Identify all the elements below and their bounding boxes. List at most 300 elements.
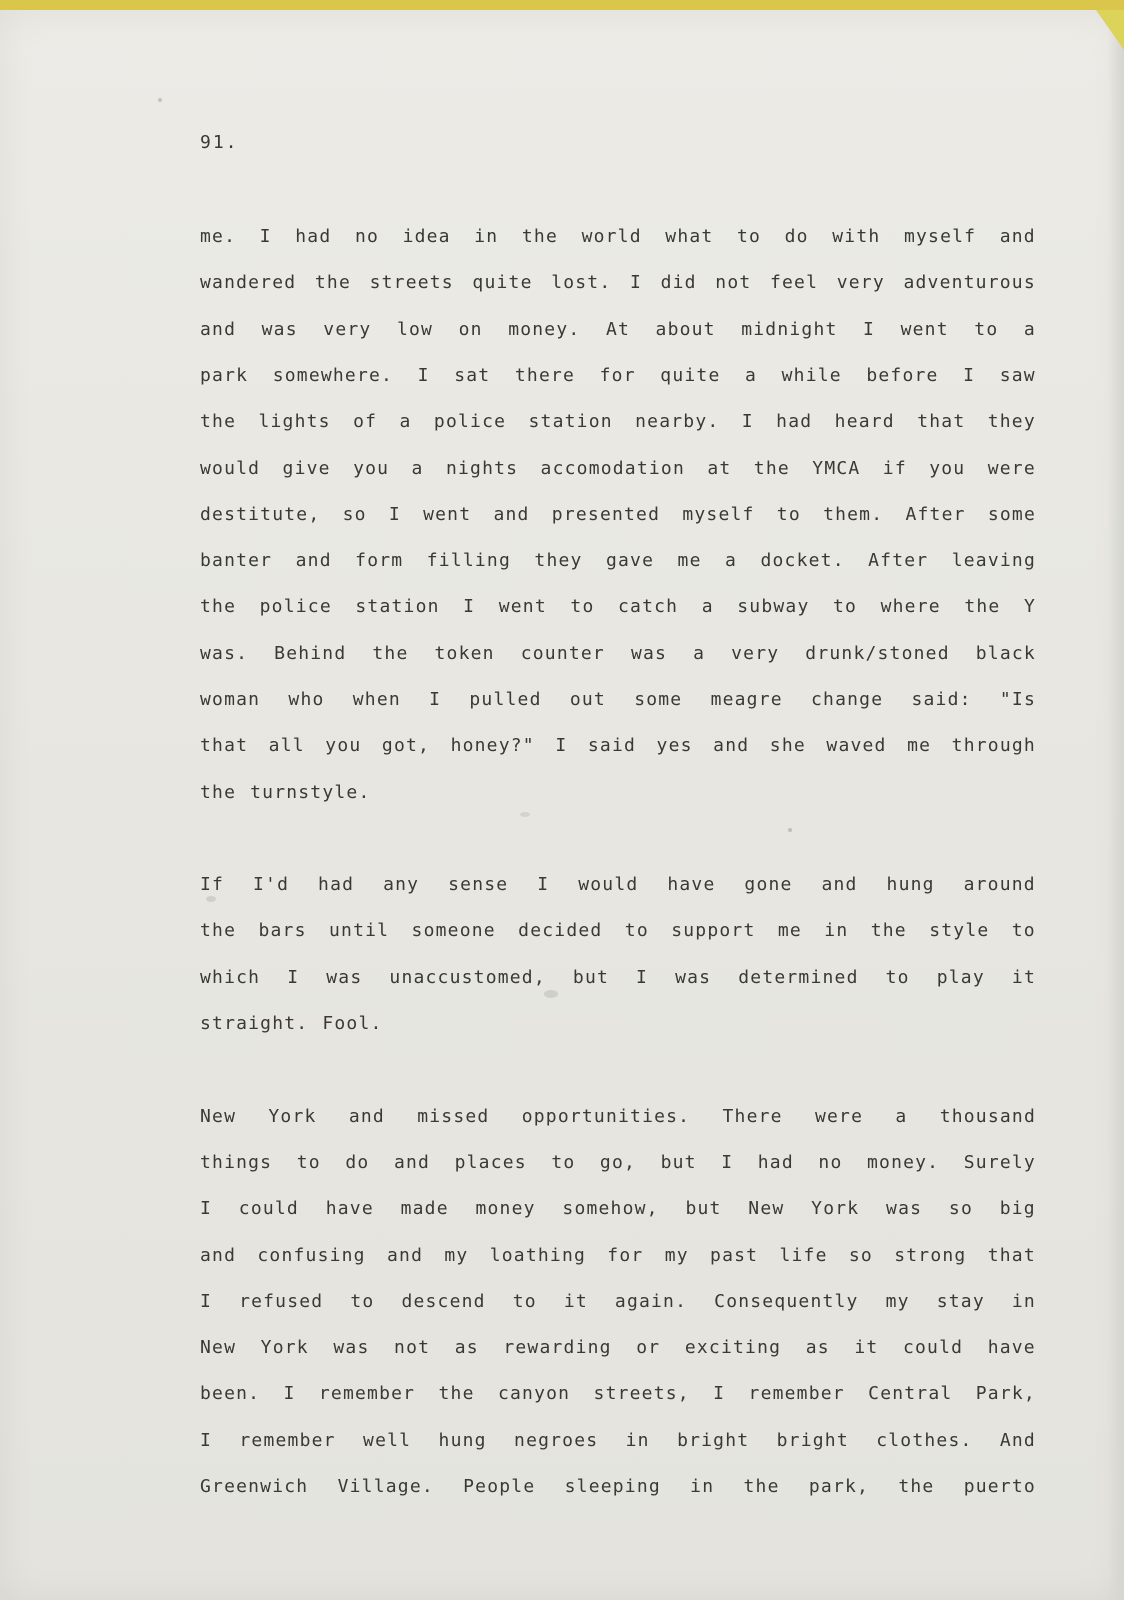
word: loathing: [489, 1244, 587, 1266]
word: so: [948, 1197, 973, 1219]
word: give: [282, 457, 331, 479]
word: have: [325, 1197, 374, 1219]
word: to: [974, 318, 999, 340]
word: which: [200, 966, 261, 988]
word: streets: [369, 271, 454, 293]
word: have: [667, 873, 716, 895]
word: Consequently: [714, 1290, 859, 1312]
word: they: [534, 549, 583, 571]
word: I: [713, 1382, 726, 1404]
word: bright: [677, 1429, 750, 1451]
word: I'd: [253, 873, 290, 895]
word: lights: [258, 410, 331, 432]
word: me: [907, 734, 932, 756]
word: made: [400, 1197, 449, 1219]
word: could: [902, 1336, 964, 1358]
text-line: [200, 1149, 1036, 1175]
word: I: [200, 1197, 213, 1219]
word: but: [572, 966, 610, 988]
word: my: [664, 1244, 689, 1266]
word: things: [200, 1151, 273, 1173]
word: waved: [826, 734, 887, 756]
word: hung: [886, 873, 935, 895]
word: I: [429, 688, 442, 710]
word: a: [411, 457, 424, 479]
word: I: [200, 1290, 213, 1312]
word: they: [987, 410, 1036, 432]
word: After: [868, 549, 929, 571]
word: YMCA: [812, 457, 861, 479]
word: around: [963, 873, 1036, 895]
word: but: [685, 1197, 722, 1219]
text-line: [200, 408, 1036, 434]
word: past: [710, 1244, 759, 1266]
text-line: [200, 1010, 1036, 1036]
word: streets,: [593, 1382, 690, 1404]
word: out: [569, 688, 606, 710]
text-line: [200, 964, 1036, 990]
word: midnight: [741, 318, 838, 340]
word: a: [399, 410, 412, 432]
word: if: [882, 457, 907, 479]
word: I: [259, 225, 272, 247]
word: that: [200, 734, 249, 756]
text-line: [200, 732, 1036, 758]
word: I: [963, 364, 976, 386]
word: Surely: [963, 1151, 1036, 1173]
word: no: [818, 1151, 843, 1173]
word: through: [951, 734, 1036, 756]
word: presented: [551, 503, 661, 525]
word: opportunities.: [521, 1105, 691, 1127]
word: somehow,: [562, 1197, 659, 1219]
word: I: [463, 595, 476, 617]
word: when: [352, 688, 401, 710]
word: so: [342, 503, 367, 525]
word: I: [388, 503, 401, 525]
word: and: [200, 318, 237, 340]
word: so: [848, 1244, 873, 1266]
word: subway: [737, 595, 810, 617]
word: I: [287, 966, 300, 988]
paper-speck: [206, 896, 216, 902]
document-page: [0, 10, 1124, 1600]
word: with: [832, 225, 881, 247]
word: quite: [472, 271, 533, 293]
word: I: [555, 734, 568, 756]
word: in: [824, 919, 849, 941]
word: had: [295, 225, 332, 247]
word: me.: [200, 225, 237, 247]
word: myself: [682, 503, 755, 525]
word: who: [288, 688, 325, 710]
word: not: [715, 271, 752, 293]
word: change: [811, 688, 884, 710]
word: myself: [903, 225, 977, 247]
word: life: [779, 1244, 828, 1266]
word: quite: [660, 364, 721, 386]
word: rewarding: [503, 1336, 612, 1358]
word: and: [713, 734, 750, 756]
word: said:: [911, 688, 972, 710]
word: wandered: [200, 271, 297, 293]
word: meagre: [710, 688, 783, 710]
word: stay: [936, 1290, 985, 1312]
word: police: [259, 595, 332, 617]
word: leaving: [951, 549, 1036, 571]
text-line: [200, 501, 1036, 527]
word: remember: [239, 1429, 336, 1451]
word: low: [396, 318, 434, 340]
word: sense: [448, 873, 509, 895]
word: Fool.: [322, 1012, 383, 1034]
word: to: [624, 919, 649, 941]
page-number: 91.: [200, 132, 239, 153]
word: feel: [769, 271, 819, 293]
word: she: [769, 734, 806, 756]
text-line: [200, 223, 1036, 249]
text-line: [200, 1288, 1036, 1314]
paper-speck: [158, 98, 162, 102]
word: I: [200, 1429, 213, 1451]
word: a: [693, 642, 706, 664]
word: some: [987, 503, 1036, 525]
text-line: [200, 871, 1036, 897]
word: straight.: [200, 1012, 309, 1034]
word: while: [781, 364, 842, 386]
word: and: [393, 1151, 431, 1173]
word: clothes.: [876, 1429, 973, 1451]
word: token: [434, 642, 495, 664]
word: yes: [656, 734, 693, 756]
word: drunk/stoned: [805, 642, 950, 664]
word: you: [353, 457, 390, 479]
word: the: [898, 1475, 935, 1497]
word: had: [757, 1151, 794, 1173]
word: had: [318, 873, 355, 895]
word: style: [929, 919, 990, 941]
text-line: [200, 1103, 1036, 1129]
word: to: [776, 503, 801, 525]
word: I: [863, 318, 876, 340]
word: the: [964, 595, 1001, 617]
word: and: [348, 1105, 385, 1127]
word: it: [563, 1290, 588, 1312]
text-line: [200, 686, 1036, 712]
word: a: [895, 1105, 908, 1127]
word: the: [314, 271, 351, 293]
word: determined: [738, 966, 859, 988]
word: gone: [744, 873, 793, 895]
word: the: [372, 642, 409, 664]
word: as: [805, 1336, 830, 1358]
word: Park,: [975, 1382, 1036, 1404]
word: money.: [508, 318, 581, 340]
word: money: [475, 1197, 536, 1219]
word: about: [655, 318, 716, 340]
word: no: [354, 225, 380, 247]
word: bright: [776, 1429, 849, 1451]
text-line: [200, 362, 1036, 388]
page-edge-shadow: [1108, 10, 1124, 1600]
text-line: [200, 917, 1036, 943]
word: "Is: [999, 688, 1036, 710]
word: to: [1011, 919, 1036, 941]
word: police: [433, 410, 507, 432]
word: support: [671, 919, 756, 941]
word: I: [283, 1382, 296, 1404]
word: station: [355, 595, 440, 617]
word: well: [363, 1429, 412, 1451]
word: all: [268, 734, 305, 756]
word: docket.: [760, 549, 845, 571]
word: very: [323, 318, 372, 340]
word: missed: [417, 1105, 490, 1127]
word: unaccustomed,: [389, 966, 546, 988]
word: would: [578, 873, 639, 895]
word: went: [900, 318, 949, 340]
word: and: [295, 549, 332, 571]
text-line: [200, 593, 1036, 619]
word: go,: [599, 1151, 637, 1173]
word: hung: [438, 1429, 487, 1451]
word: catch: [618, 595, 679, 617]
word: I: [721, 1151, 734, 1173]
word: not: [394, 1336, 431, 1358]
word: New: [200, 1105, 237, 1127]
word: remember: [748, 1382, 845, 1404]
text-line: [200, 547, 1036, 573]
word: banter: [200, 549, 273, 571]
word: At: [605, 318, 631, 340]
word: to: [885, 966, 910, 988]
text-line: [200, 1195, 1036, 1221]
word: do: [345, 1151, 370, 1173]
word: I: [537, 873, 550, 895]
word: could: [238, 1197, 299, 1219]
word: was: [886, 1197, 923, 1219]
word: said: [587, 734, 637, 756]
word: sleeping: [564, 1475, 661, 1497]
word: heard: [834, 410, 895, 432]
word: form: [355, 549, 404, 571]
text-line: [200, 269, 1036, 295]
word: again.: [614, 1290, 688, 1312]
word: in: [1011, 1290, 1036, 1312]
word: Behind: [274, 642, 347, 664]
word: there: [514, 364, 576, 386]
word: very: [731, 642, 780, 664]
word: confusing: [257, 1244, 366, 1266]
word: and: [999, 225, 1036, 247]
word: and: [387, 1244, 424, 1266]
word: York: [260, 1336, 309, 1358]
word: a: [1023, 318, 1036, 340]
word: someone: [411, 919, 496, 941]
word: gave: [605, 549, 655, 571]
word: do: [784, 225, 809, 247]
word: idea: [402, 225, 451, 247]
word: been.: [200, 1382, 261, 1404]
word: that: [987, 1244, 1036, 1266]
word: the: [200, 781, 237, 803]
word: big: [999, 1197, 1036, 1219]
word: had: [776, 410, 813, 432]
word: I: [741, 410, 754, 432]
word: to: [737, 225, 762, 247]
word: as: [454, 1336, 479, 1358]
word: and: [821, 873, 858, 895]
text-line: [200, 1242, 1036, 1268]
word: remember: [318, 1382, 416, 1404]
word: got,: [381, 734, 431, 756]
word: any: [383, 873, 420, 895]
word: but: [660, 1151, 697, 1173]
word: until: [329, 919, 390, 941]
word: where: [880, 595, 941, 617]
word: to: [570, 595, 595, 617]
word: nearby.: [635, 410, 720, 432]
word: descend: [401, 1290, 486, 1312]
word: puerto: [963, 1475, 1036, 1497]
word: a: [725, 549, 738, 571]
word: was: [333, 1336, 370, 1358]
word: and: [200, 1244, 237, 1266]
word: went: [423, 503, 472, 525]
word: for: [607, 1244, 644, 1266]
word: sat: [454, 364, 491, 386]
word: New: [748, 1197, 785, 1219]
word: before: [866, 364, 939, 386]
word: the: [743, 1475, 780, 1497]
word: to: [296, 1151, 321, 1173]
word: my: [444, 1244, 469, 1266]
word: the: [753, 457, 790, 479]
word: it: [854, 1336, 879, 1358]
word: I: [629, 271, 642, 293]
word: world: [581, 225, 642, 247]
word: to: [350, 1290, 375, 1312]
word: and: [493, 503, 530, 525]
word: that: [917, 410, 966, 432]
word: have: [987, 1336, 1036, 1358]
word: canyon: [497, 1382, 571, 1404]
word: counter: [520, 642, 605, 664]
word: After: [905, 503, 966, 525]
word: was.: [200, 642, 249, 664]
paper-speck: [544, 990, 558, 998]
word: woman: [200, 688, 261, 710]
word: destitute,: [200, 503, 321, 525]
word: it: [1011, 966, 1036, 988]
word: them.: [823, 503, 884, 525]
word: you: [929, 457, 966, 479]
word: was: [630, 642, 668, 664]
word: New: [200, 1336, 237, 1358]
word: decided: [518, 919, 603, 941]
text-line: [200, 779, 1036, 805]
word: Greenwich: [200, 1475, 309, 1497]
word: of: [353, 410, 378, 432]
page-corner-fold: [1096, 10, 1124, 50]
word: in: [690, 1475, 715, 1497]
word: you: [325, 734, 362, 756]
text-line: [200, 1427, 1036, 1453]
word: There: [722, 1105, 783, 1127]
word: honey?": [450, 734, 535, 756]
text-line: [200, 1380, 1036, 1406]
word: was: [261, 318, 298, 340]
word: was: [675, 966, 712, 988]
word: filling: [426, 549, 511, 571]
word: pulled: [469, 688, 542, 710]
word: bars: [258, 919, 307, 941]
word: park,: [808, 1475, 870, 1497]
word: or: [636, 1336, 661, 1358]
word: what: [665, 225, 714, 247]
word: York: [811, 1197, 860, 1219]
word: would: [200, 457, 261, 479]
word: the: [200, 410, 237, 432]
word: my: [885, 1290, 910, 1312]
word: places: [454, 1151, 527, 1173]
word: lost.: [551, 271, 612, 293]
word: Village.: [337, 1475, 434, 1497]
text-line: [200, 640, 1036, 666]
text-line: [200, 455, 1036, 481]
word: in: [625, 1429, 650, 1451]
word: station: [528, 410, 613, 432]
word: me: [777, 919, 802, 941]
word: did: [660, 271, 697, 293]
word: me: [677, 549, 702, 571]
word: the: [200, 919, 237, 941]
word: the: [438, 1382, 475, 1404]
word: the: [200, 595, 237, 617]
word: nights: [445, 457, 519, 479]
word: I: [636, 966, 649, 988]
word: on: [458, 318, 483, 340]
word: turnstyle.: [250, 781, 371, 803]
word: at: [707, 457, 732, 479]
word: park: [200, 364, 249, 386]
word: And: [999, 1429, 1036, 1451]
word: refused: [239, 1290, 324, 1312]
word: somewhere.: [272, 364, 394, 386]
word: Y: [1023, 595, 1036, 617]
word: a: [701, 595, 714, 617]
text-line: [200, 1334, 1036, 1360]
word: adventurous: [903, 271, 1036, 293]
paper-speck: [520, 812, 530, 817]
word: to: [512, 1290, 537, 1312]
text-line: [200, 1473, 1036, 1499]
text-line: [200, 316, 1036, 342]
word: If: [200, 873, 225, 895]
word: York: [268, 1105, 317, 1127]
word: I: [417, 364, 430, 386]
word: were: [987, 457, 1036, 479]
word: play: [936, 966, 985, 988]
word: were: [814, 1105, 864, 1127]
word: for: [599, 364, 636, 386]
word: very: [836, 271, 885, 293]
word: saw: [999, 364, 1036, 386]
word: negroes: [514, 1429, 599, 1451]
word: black: [975, 642, 1036, 664]
word: to: [551, 1151, 576, 1173]
word: to: [833, 595, 858, 617]
